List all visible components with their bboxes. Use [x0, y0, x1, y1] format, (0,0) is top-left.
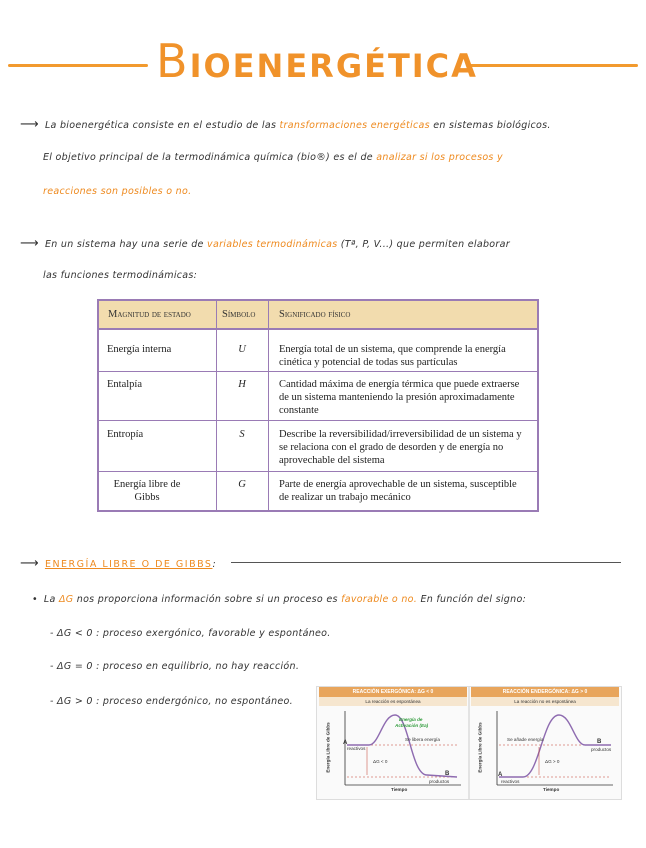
p2-line1: ⟶ En un sistema hay una serie de variables termodinámicas (Tª, P, V...) que permiten elaborar	[20, 236, 510, 251]
productos-label: productos	[591, 747, 612, 752]
gibbs-case-zero: - ΔG = 0 : proceso en equilibrio, no hay reacción.	[50, 661, 300, 672]
exergonic-title: REACCIÓN EXERGÓNICA: ΔG < 0	[319, 687, 467, 697]
state-functions-table	[97, 299, 539, 512]
table-cell: Entropía	[107, 429, 144, 440]
activation-label: Activación (Ea)	[395, 723, 429, 728]
page-title: BIOENERGÉTICA	[156, 34, 478, 88]
point-a: A	[343, 740, 348, 746]
x-axis-label: Tiempo	[391, 787, 408, 792]
arrow-right-icon: ⟶	[20, 236, 39, 251]
table-divider	[99, 371, 537, 372]
header-simbolo: Símbolo	[222, 309, 256, 320]
table-divider	[99, 471, 537, 472]
table-cell: Parte de energía aprovechable de un sistema, susceptible de realizar un trabajo mecánico	[279, 479, 517, 503]
table-cell: Entalpía	[107, 379, 142, 390]
delta-g-label: ΔG < 0	[373, 759, 388, 764]
arrow-right-icon: ⟶	[20, 556, 39, 571]
table-divider	[99, 420, 537, 421]
y-axis-label: Energía Libre de Gibbs	[477, 722, 483, 773]
delta-g-label: ΔG > 0	[545, 759, 560, 764]
table-cell: Cantidad máxima de energía térmica que puede extraerse de un sistema manteniendo la presión aproximadamente constante	[279, 379, 520, 416]
y-axis-label: Energía Libre de Gibbs	[325, 722, 331, 773]
reactivos-label: reactivos	[501, 779, 520, 784]
gibbs-heading: ⟶ ENERGÍA LIBRE O DE GIBBS:	[20, 556, 216, 571]
released-label: Se libera energía	[405, 737, 440, 742]
gibbs-reaction-figure	[316, 686, 622, 800]
p1-line3: reacciones son posibles o no.	[43, 186, 192, 197]
x-axis-label: Tiempo	[543, 787, 560, 792]
table-cell: Energía libre de Gibbs	[113, 479, 181, 503]
table-cell: U	[238, 344, 246, 355]
arrow-right-icon: ⟶	[20, 117, 39, 132]
p1-line2: El objetivo principal de la termodinámica química (bio®) es el de analizar si los procesos y	[43, 152, 503, 163]
p1-line1: ⟶ La bioenergética consiste en el estudio de las transformaciones energéticas en sistemas biológicos.	[20, 117, 551, 132]
point-b: B	[445, 771, 450, 777]
exergonic-subtitle: La reacción es espontánea	[319, 697, 467, 706]
section-rule	[231, 562, 621, 563]
table-cell: Energía interna	[107, 344, 172, 355]
endergonic-subtitle: La reacción no es espontánea	[471, 697, 619, 706]
productos-label: productos	[429, 779, 450, 784]
table-cell: H	[238, 379, 246, 390]
point-a: A	[498, 772, 503, 778]
table-header	[99, 301, 537, 330]
title-rule-left	[8, 64, 148, 67]
p2-line2: las funciones termodinámicas:	[43, 270, 198, 281]
bullet-icon: •	[32, 594, 38, 605]
table-divider	[268, 301, 269, 510]
activation-label: Energía de	[399, 717, 423, 722]
header-significado: Significado físico	[279, 309, 351, 320]
added-label: Se añade energía	[507, 737, 544, 742]
point-b: B	[597, 739, 602, 745]
gibbs-case-positive: - ΔG > 0 : proceso endergónico, no espontáneo.	[50, 696, 293, 707]
table-cell: S	[239, 429, 245, 440]
endergonic-curve	[499, 715, 611, 777]
table-cell: G	[238, 479, 246, 490]
header-magnitud: Magnitud de estado	[108, 309, 191, 320]
title-rule-right	[468, 64, 638, 67]
gibbs-case-negative: - ΔG < 0 : proceso exergónico, favorable y espontáneo.	[50, 628, 331, 639]
reactivos-label: reactivos	[347, 746, 366, 751]
table-cell: Describe la reversibilidad/irreversibilidad de un sistema y se relaciona con el grado de desorden y de energía no aprovechable del sistema	[279, 429, 522, 466]
energy-profile-diagrams	[317, 687, 621, 799]
gibbs-bullet: • La ΔG nos proporciona información sobre si un proceso es favorable o no. En función del signo:	[32, 594, 527, 605]
table-cell: Energía total de un sistema, que comprende la energía cinética y potencial de todas sus partículas	[279, 344, 506, 368]
endergonic-title: REACCIÓN ENDERGÓNICA: ΔG > 0	[471, 687, 619, 697]
